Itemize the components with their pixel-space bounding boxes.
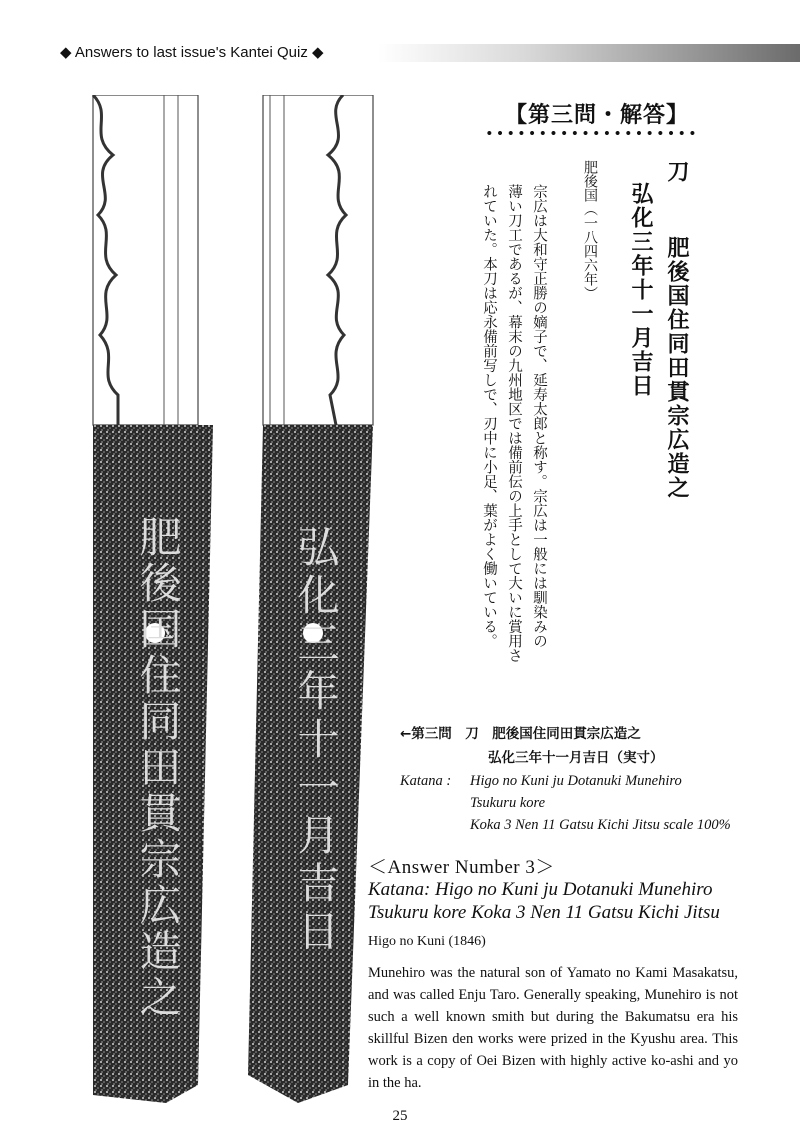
page-header [0, 38, 800, 68]
province-jp: 肥後国（一八四六年） [582, 160, 598, 300]
body-text-jp [476, 184, 551, 674]
sword-type-jp: 刀 [664, 160, 690, 182]
body-column-jp: 薄い刀工であるが、幕末の九州地区では備前伝の上手として大いに賞用さ [506, 184, 522, 663]
body-text-en: Munehiro was the natural son of Yamato no Kami Masakatsu, and was called Enju Taro. Generally speaking, Munehiro is not such a well known smith but during the Bakumatsu era his skillful Bizen den works were prized in the Kyushu area. This work is a copy of Oei Bizen with highly active ko-ashi and yo in the ha. [368, 965, 738, 1091]
caption-en-line-2: Tsukuru kore [470, 795, 546, 811]
caption-en-line-3: Koka 3 Nen 11 Gatsu Kichi Jitsu scale 100% [470, 817, 731, 833]
blade-omote-inscription: 肥後国住同田貫宗広造之 [133, 515, 183, 1021]
body-column-jp: 宗広は大和守正勝の嫡子で、延寿太郎と称す。宗広は一般には馴染みの [531, 184, 547, 648]
answer-title-en [368, 878, 788, 924]
dotted-divider [484, 128, 698, 138]
caption-jp-line-1: ←第三問 刀 肥後国住同田貫宗広造之 [400, 726, 641, 742]
blade-ura-inscription: 弘化三年十一月吉日 [291, 525, 341, 957]
province-en: Higo no Kuni (1846) [368, 934, 486, 949]
caption-en-label: Katana : [400, 773, 452, 789]
body-column-jp: れていた。本刀は応永備前写しで、刃中に小足、葉がよく働いている。 [481, 184, 497, 648]
blade-omote [93, 95, 213, 1103]
signature-line-1-jp: 肥後国住同田貫宗広造之 [664, 236, 690, 500]
caption-en [400, 770, 790, 836]
answer-title-en-line-1: Katana: Higo no Kuni ju Dotanuki Munehiro [368, 879, 713, 900]
sword-oshigata-image [88, 95, 428, 1105]
signature-line-2-jp: 弘化三年十一月吉日 [628, 182, 654, 398]
caption-jp-line-2: 弘化三年十一月吉日（実寸） [488, 750, 664, 766]
answer-heading-en: ＜Answer Number 3＞ [368, 857, 555, 878]
caption-en-line-1: Higo no Kuni ju Dotanuki Munehiro [470, 773, 682, 789]
blade-ura [248, 95, 373, 1103]
page-number: 25 [392, 1108, 408, 1124]
header-gradient-bar [378, 44, 800, 62]
header-label: ◆ Answers to last issue's Kantei Quiz ◆ [60, 44, 324, 61]
image-caption [400, 722, 790, 836]
answer-title-en-line-2: Tsukuru kore Koka 3 Nen 11 Gatsu Kichi Jitsu [368, 902, 720, 923]
answer-title-jp: 【第三問・解答】 [504, 103, 689, 128]
